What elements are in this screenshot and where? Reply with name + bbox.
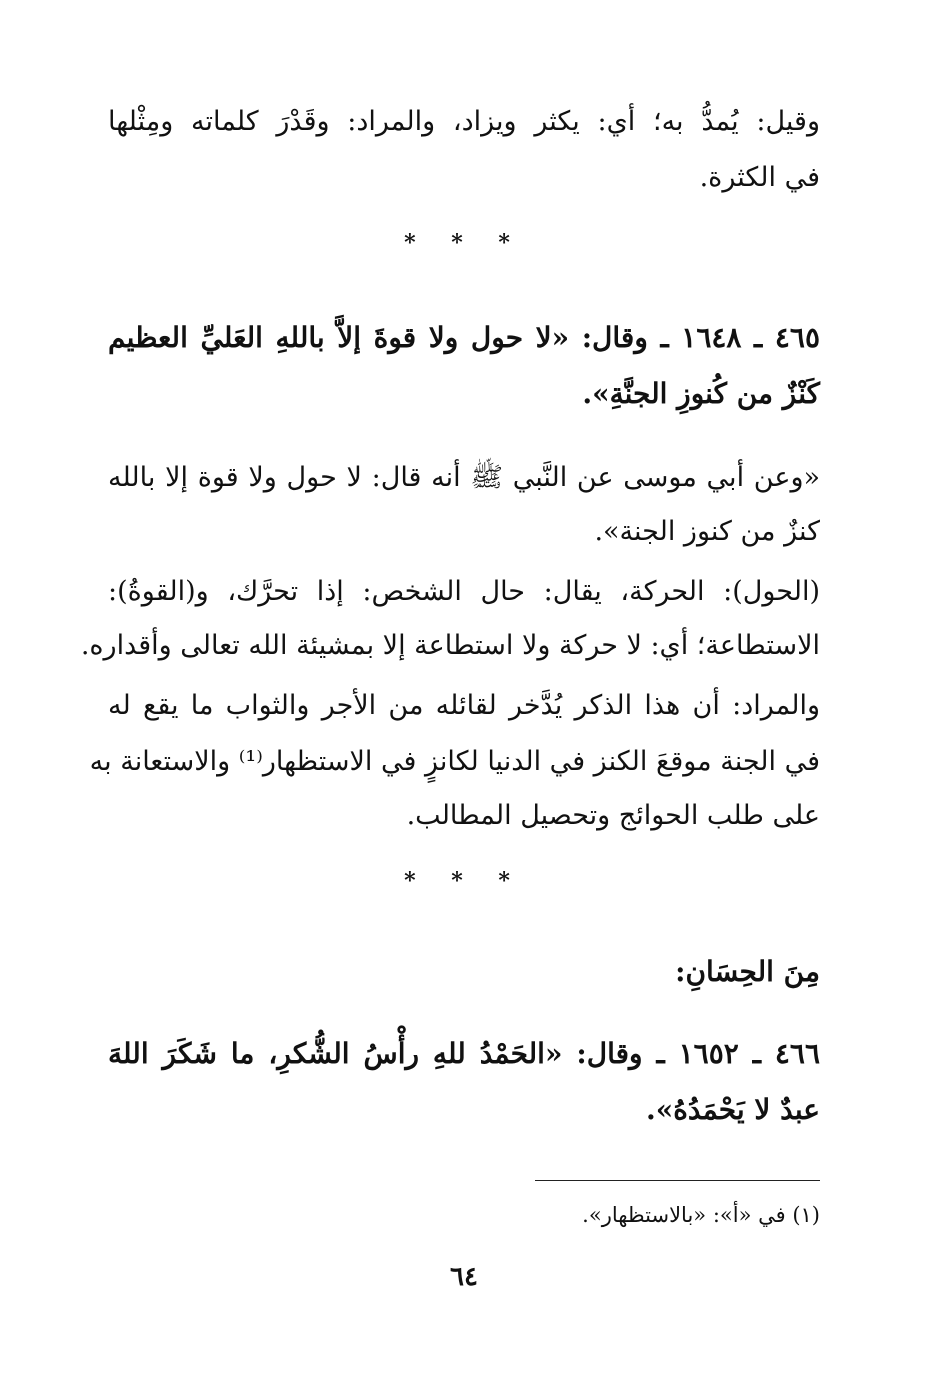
paragraph-3-line-1: (الحول): الحركة، يقال: حال الشخص: إذا تحرَّك، و(القوةُ):: [108, 576, 820, 607]
paragraph-1-line-1: وقيل: يُمدُّ به؛ أي: يكثر ويزاد، والمراد: وقَدْرَ كلماته ومِثْلها: [108, 106, 820, 137]
paragraph-4-line-2: في الجنة موقعَ الكنز في الدنيا لكانزٍ في الاستظهار⁽¹⁾ والاستعانة به: [89, 746, 820, 777]
page-number: ٦٤: [450, 1262, 478, 1292]
paragraph-2-line-1: «وعن أبي موسى عن النَّبي ﷺ أنه قال: لا حول ولا قوة إلا بالله: [108, 462, 820, 493]
paragraph-3-line-2: الاستطاعة؛ أي: لا حركة ولا استطاعة إلا بمشيئة الله تعالى وأقداره.: [80, 630, 820, 661]
paragraph-4-line-3: على طلب الحوائج وتحصيل المطالب.: [406, 800, 820, 831]
hadith-466-line-1: ٤٦٦ ـ ١٦٥٢ ـ وقال: «الحَمْدُ للهِ رأْسُ الشُّكرِ، ما شَكَرَ اللهَ: [108, 1037, 820, 1070]
footnote-divider: [535, 1180, 820, 1181]
section-separator: * * *: [404, 868, 524, 894]
section-separator: * * *: [404, 230, 524, 256]
paragraph-4-line-1: والمراد: أن هذا الذكر يُدَّخر لقائله من الأجر والثواب ما يقع له: [108, 690, 820, 721]
document-page: [80, 0, 821, 1379]
hadith-465-line-2: كَنْزٌ من كُنوزِ الجنَّةِ».: [582, 377, 820, 410]
paragraph-1-line-2: في الكثرة.: [699, 162, 820, 193]
section-heading: مِنَ الحِسَانِ:: [675, 955, 820, 988]
hadith-466-line-2: عبدٌ لا يَحْمَدُهُ».: [646, 1093, 820, 1126]
paragraph-2-line-2: كنزٌ من كنوز الجنة».: [594, 516, 820, 547]
hadith-465-line-1: ٤٦٥ ـ ١٦٤٨ ـ وقال: «لا حول ولا قوةَ إلاَّ باللهِ العَليِّ العظيم: [108, 321, 821, 354]
footnote: (١) في «أ»: «بالاستظهار».: [582, 1203, 820, 1227]
